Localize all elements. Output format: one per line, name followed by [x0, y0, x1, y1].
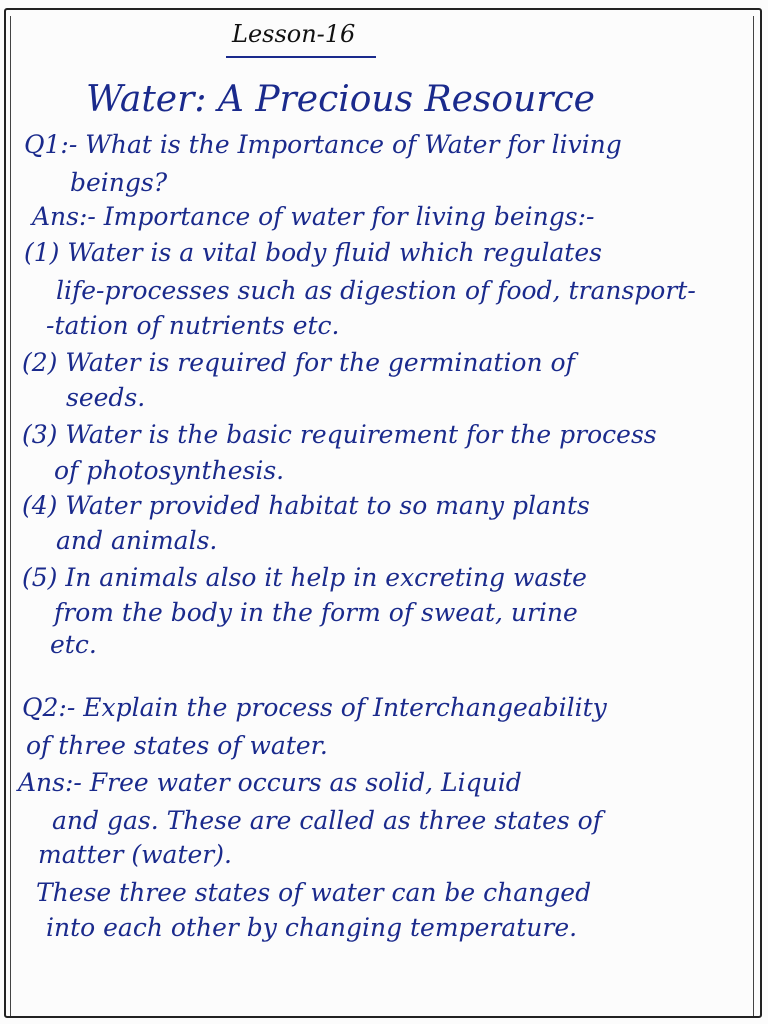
q2-answer-line: Ans:- Free water occurs as solid, Liquid: [18, 768, 522, 797]
q2-question-line-1: Q2:- Explain the process of Interchangeability: [22, 693, 607, 722]
q1-point-line: and animals.: [56, 526, 218, 555]
q1-point-line: (3) Water is the basic requirement for the process: [22, 420, 657, 449]
q2-answer-line: These three states of water can be changed: [36, 878, 592, 907]
q1-point-line: (2) Water is required for the germination of: [22, 348, 575, 377]
q1-point-line: etc.: [50, 630, 97, 659]
q1-answer-heading: Ans:- Importance of water for living beings:-: [32, 202, 595, 231]
q2-answer-line: into each other by changing temperature.: [46, 913, 578, 942]
page-title: Water: A Precious Resource: [86, 79, 595, 120]
q2-question-line-2: of three states of water.: [26, 731, 328, 760]
q1-point-line: life-processes such as digestion of food, transport-: [56, 276, 696, 305]
q1-question-line-1: Q1:- What is the Importance of Water for living: [24, 130, 622, 159]
q2-answer-line: and gas. These are called as three states of: [52, 806, 602, 835]
q1-point-line: (4) Water provided habitat to so many plants: [22, 491, 590, 520]
q1-question-line-2: beings?: [70, 168, 168, 197]
lesson-heading: Lesson-16: [232, 20, 356, 48]
q2-answer-line: matter (water).: [38, 840, 232, 869]
q1-point-line: (5) In animals also it help in excreting waste: [22, 563, 587, 592]
q1-point-line: of photosynthesis.: [54, 456, 285, 485]
q1-point-line: from the body in the form of sweat, urine: [54, 598, 578, 627]
q1-point-line: seeds.: [66, 383, 146, 412]
q1-point-line: (1) Water is a vital body fluid which regulates: [24, 238, 602, 267]
q1-point-line: -tation of nutrients etc.: [46, 311, 340, 340]
lesson-underline: [226, 56, 376, 58]
